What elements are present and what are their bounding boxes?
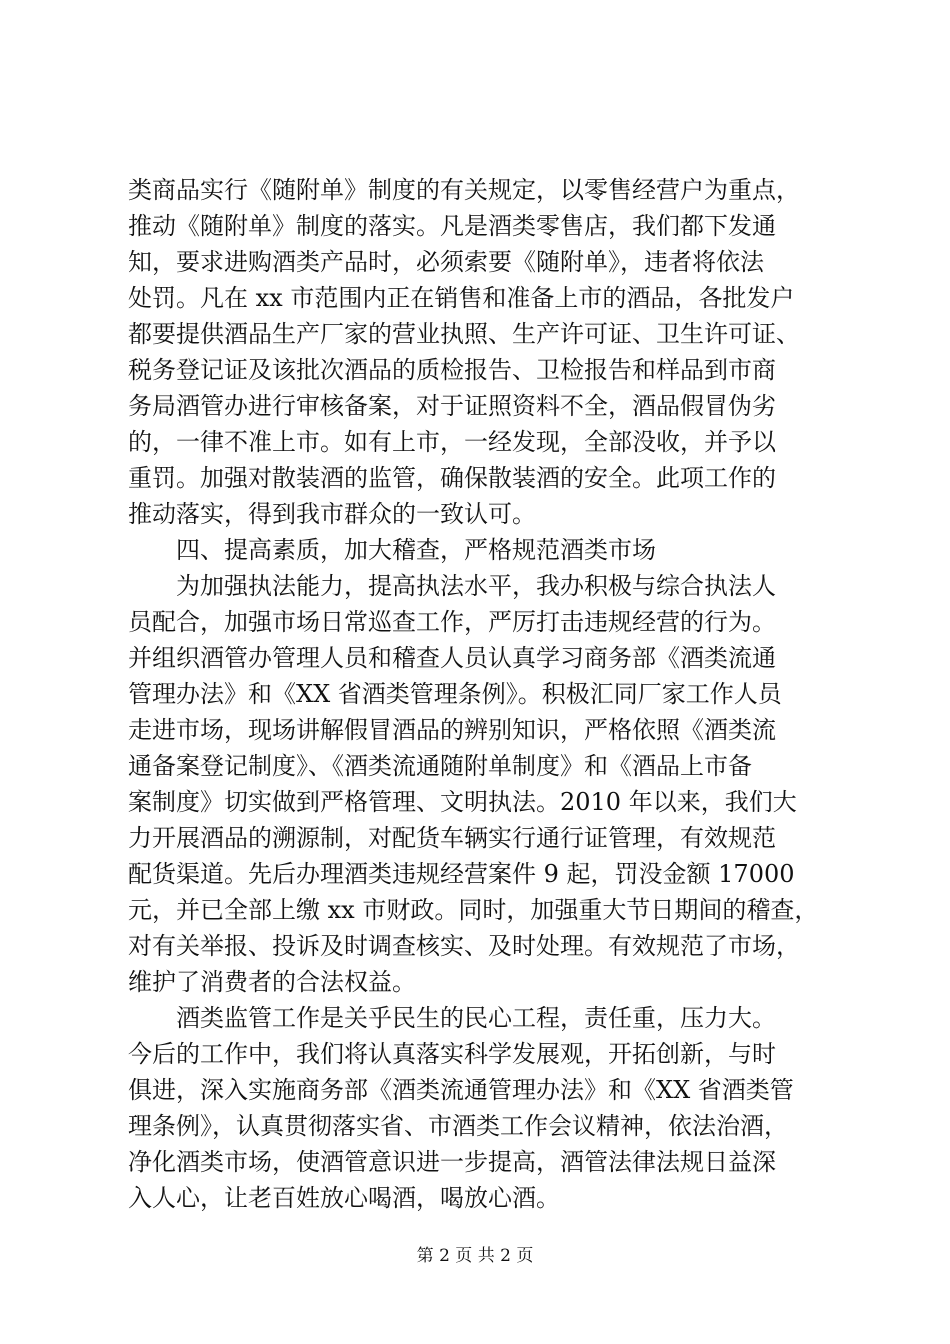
text-line: 配货渠道。先后办理酒类违规经营案件 9 起，罚没金额 17000 [128,860,795,888]
text-line: 类商品实行《随附单》制度的有关规定，以零售经营户为重点， [128,176,800,204]
text-line: 的，一律不准上市。如有上市，一经发现，全部没收，并予以 [128,428,776,456]
text-line: 员配合，加强市场日常巡查工作，严厉打击违规经营的行为。 [128,608,776,636]
text-line: 走进市场，现场讲解假冒酒品的辨别知识，严格依照《酒类流 [128,716,776,744]
text-line: 管理办法》和《XX 省酒类管理条例》。积极汇同厂家工作人员 [128,680,782,708]
page-number-footer: 第 2 页 共 2 页 [416,1246,534,1266]
text-line: 都要提供酒品生产厂家的营业执照、生产许可证、卫生许可证、 [128,320,800,348]
paragraph-retail-supervision [128,172,828,532]
text-line: 净化酒类市场，使酒管意识进一步提高，酒管法律法规日益深 [128,1148,776,1176]
section-heading-text: 四、提高素质，加大稽查，严格规范酒类市场 [176,536,656,564]
text-line: 维护了消费者的合法权益。 [128,968,416,996]
text-line: 案制度》切实做到严格管理、文明执法。2010 年以来，我们大 [128,788,797,816]
document-body [128,172,828,1216]
text-line: 推动《随附单》制度的落实。凡是酒类零售店，我们都下发通 [128,212,776,240]
text-line: 俱进，深入实施商务部《酒类流通管理办法》和《XX 省酒类管 [128,1076,794,1104]
text-line: 对有关举报、投诉及时调查核实、及时处理。有效规范了市场， [128,932,800,960]
text-line: 元，并已全部上缴 xx 市财政。同时，加强重大节日期间的稽查， [128,896,819,924]
text-line: 入人心，让老百姓放心喝酒，喝放心酒。 [128,1184,560,1212]
text-line: 今后的工作中，我们将认真落实科学发展观，开拓创新，与时 [128,1040,776,1068]
text-line: 并组织酒管办管理人员和稽查人员认真学习商务部《酒类流通 [128,644,776,672]
text-line: 力开展酒品的溯源制，对配货车辆实行通行证管理，有效规范 [128,824,776,852]
text-line: 理条例》，认真贯彻落实省、市酒类工作会议精神，依法治酒， [128,1112,788,1140]
text-line: 税务登记证及该批次酒品的质检报告、卫检报告和样品到市商 [128,356,776,384]
text-line: 通备案登记制度》、《酒类流通随附单制度》和《酒品上市备 [128,752,752,780]
text-line: 知，要求进购酒类产品时，必须索要《随附单》，违者将依法 [128,248,764,276]
section-heading [128,532,828,568]
text-line: 为加强执法能力，提高执法水平，我办积极与综合执法人 [176,572,776,600]
text-line: 务局酒管办进行审核备案，对于证照资料不全，酒品假冒伪劣 [128,392,776,420]
text-line: 推动落实，得到我市群众的一致认可。 [128,500,536,528]
text-line: 重罚。加强对散装酒的监管，确保散装酒的安全。此项工作的 [128,464,776,492]
text-line: 酒类监管工作是关乎民生的民心工程，责任重，压力大。 [176,1004,776,1032]
paragraph-enforcement [128,568,828,1000]
paragraph-conclusion [128,1000,828,1216]
text-line: 处罚。凡在 xx 市范围内正在销售和准备上市的酒品，各批发户 [128,284,795,312]
